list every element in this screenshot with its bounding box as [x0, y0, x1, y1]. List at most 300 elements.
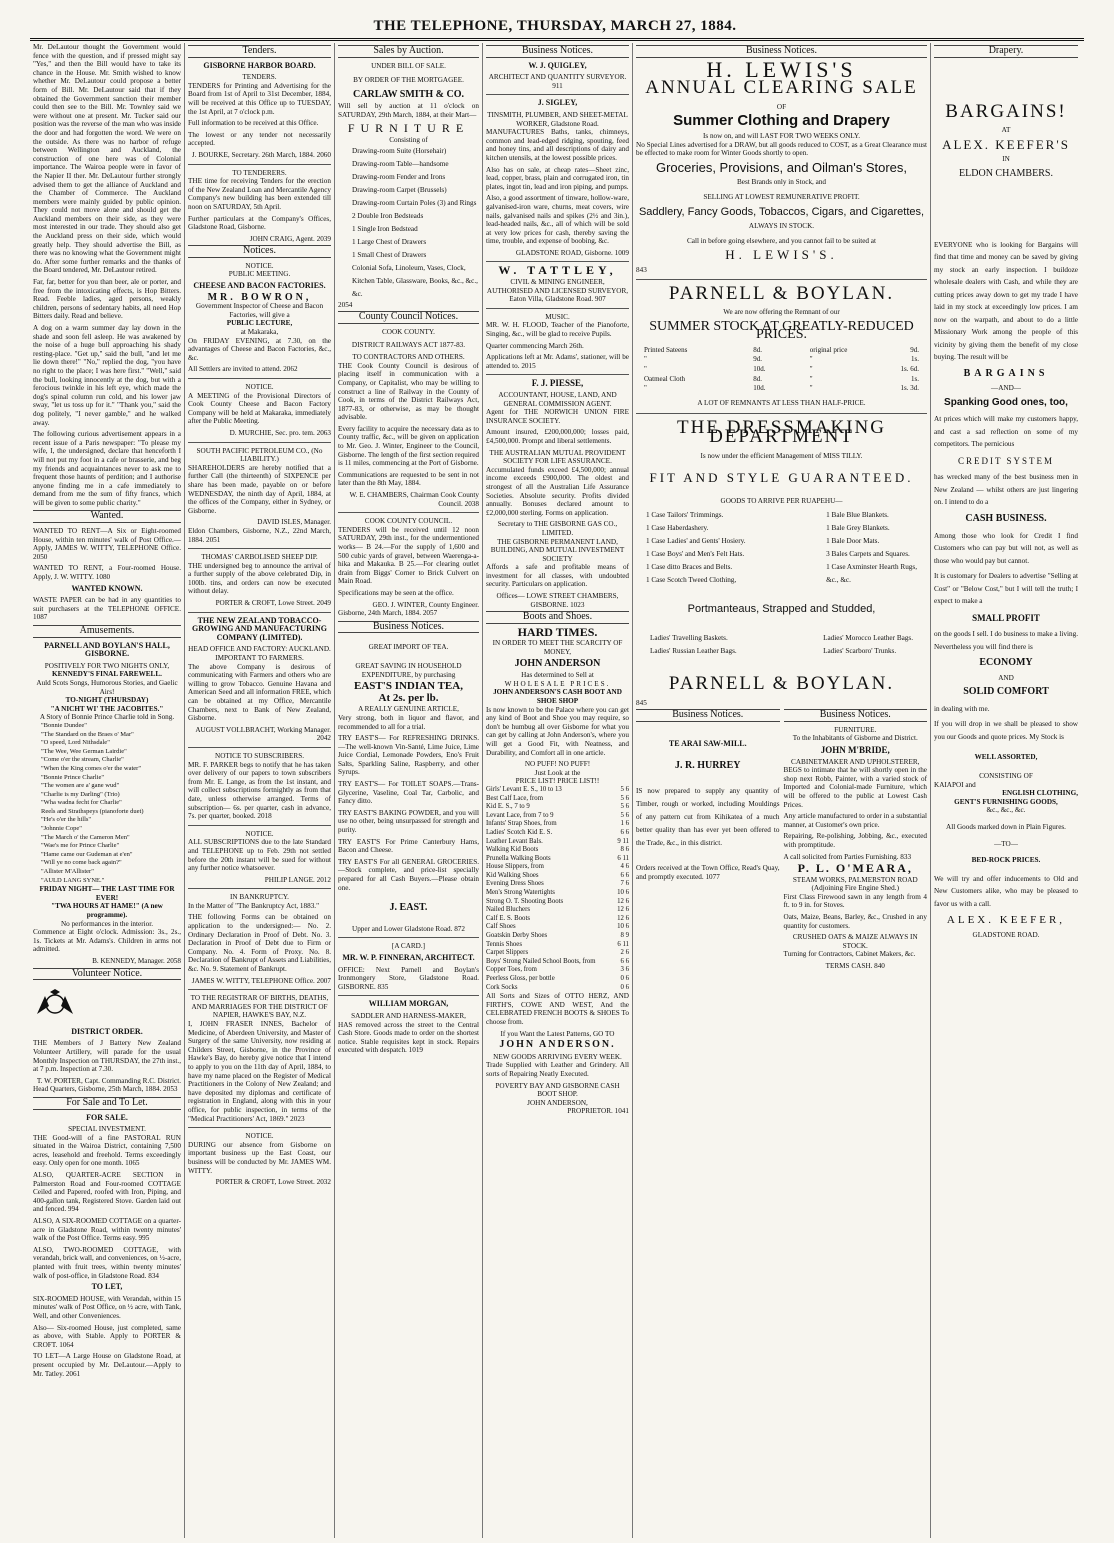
ad-text: Also— Six-roomed House, just completed, same as above, with Stable. Apply to PORTER & CROFT. 1064: [33, 1323, 181, 1349]
ad-heading: J. EAST.: [389, 902, 428, 914]
price-row: [486, 932, 629, 941]
ad-signature: GLADSTONE ROAD, Gisborne. 1009: [515, 248, 629, 257]
ad-text: TRY EAST'S— For TOILET SOAPS.—Trans-Glycerine, Vaseline, Coal Tar, Carbolic, and Fancy ditto.: [338, 780, 479, 806]
ad-heading: SOLID COMFORT: [963, 686, 1049, 698]
song-item: "Hame came our Gudeman at e'en": [41, 850, 133, 858]
ad-line: [A CARD.]: [391, 942, 426, 951]
article-text: Far, far, better for you than beer, ale or porter, and free from the intoxicating effects, is Hop Bitters. Read. Feeble ladies, aged persons, weakly children, persons of sedentary habits, all need Hop Bitters daily. Read and believe.: [33, 278, 181, 321]
ad-line: We are now offering the Remnant of our: [723, 308, 840, 317]
list-item: 1 Large Chest of Drawers: [352, 237, 427, 246]
ad-text: Will sell by auction at 11 o'clock on SATURDAY, 29th March, 1884, at their Mart—: [338, 102, 479, 119]
list-item: 1 Case Haberdashery.: [646, 524, 709, 533]
price-row: [486, 863, 629, 872]
divider: [188, 747, 331, 748]
ad-line: A LOT OF REMNANTS AT LESS THAN HALF-PRICE.: [697, 398, 866, 407]
ad-text: WANTED TO RENT, a Four-roomed House. Apply, J. W. WITTY. 1080: [33, 564, 181, 582]
ad-signature: AUGUST VOLLBRACHT, Working Manager. 2042: [195, 725, 331, 743]
divider: [188, 548, 331, 549]
price-value: 8 6: [620, 846, 629, 854]
song-item: "When the King comes o'er the water": [41, 764, 141, 772]
price-item: Boys' Strong Nailed School Boots, from: [486, 957, 596, 965]
ad-heading: CREDIT SYSTEM: [957, 455, 1055, 466]
divider: [188, 825, 331, 826]
ad-line: Consisting of: [389, 136, 428, 145]
ad-line: Upper and Lower Gladstone Road. 872: [352, 924, 465, 933]
ad-text: At prices which will make my customers happy, and cast a sad reflection on some of my competitors. The pernicious: [934, 415, 1078, 449]
list-item: Ladies' Morocco Leather Bags.: [823, 634, 913, 642]
price-value: 4 6: [620, 863, 629, 871]
masthead-rule: [30, 38, 1084, 41]
ad-signature: PROPRIETOR. 1041: [567, 1107, 629, 1116]
price-row: [486, 855, 629, 864]
article-text: A dog on a warm summer day lay down in the shade and soon fell asleep. He was awakened by the noise of a huge bull approaching his shady resting-place. "Get up," said the bull, "and let me lie down there!" "No," replied the dog, "you have no right to the place; I was here first." "Well," said the bull, looking innocently at the dog, but with a ferocious twinkle in his left eye, which made the dog's spinal column run cold, and his lower jaw sway, "let us toss up for it." "Thank you," said the dog politely, "I never gamble," and he walked away.: [33, 324, 181, 427]
remnant-cell: 8d.: [753, 374, 762, 383]
ad-text: WASTE PAPER can be had in any quantities to suit purchasers at the TELEPHONE OFFICE. 1087: [33, 596, 181, 622]
ad-line: NEW GOODS ARRIVING EVERY WEEK.: [493, 1052, 622, 1061]
ad-text: It is customary for Dealers to advertise "Selling at Cost" or "Below Cost," but I will tell the truth; I expect to make a: [934, 572, 1078, 606]
ad-heading: ALEX. KEEFER,: [946, 914, 1066, 927]
remnant-cell: ": [809, 355, 813, 364]
ad-text: BEGS to intimate that he will shortly open in the shop next Robb, Painter, with a varied stock of Imported and Colonial-made Furniture, which will be offered to the public at Lowest Cash Prices.: [783, 766, 927, 809]
ad-text: I, JOHN FRASER INNES, Bachelor of Medicine, of Aberdeen University, and Master of Surgery of the same University, now residing at Childers Street, Gisborne, in the Province of Hawke's Bay, do hereby give notice that I intend to apply to you on the 11th day of April, 1884, to have my name placed on the Register of Medical Practitioners in the Colony of New Zealand; and have deposited my diplomas and certificate of registration in England, along with this in your office, for public inspection, in terms of the "Medical Practitioners' Act, 1869." 2023: [188, 1020, 331, 1123]
song-item: "AULD LANG SYNE.": [41, 876, 105, 884]
ad-heading: MR. W. P. FINNERAN, ARCHITECT.: [342, 952, 475, 962]
price-row: [486, 949, 629, 958]
price-item: Calf Shoes: [486, 923, 516, 931]
ad-line: Government Inspector of Cheese and Bacon Factories, will give a: [195, 302, 324, 319]
ad-line: NOTICE.: [245, 383, 274, 391]
ad-text: Applications left at Mr. Adams', stationer, will be attended to. 2015: [486, 353, 629, 370]
ad-line: A REALLY GENUINE ARTICLE,: [358, 705, 459, 714]
divider: [338, 995, 479, 996]
list-item: Drawing-room Carpet (Brussels): [352, 185, 447, 194]
price-value: 0 6: [620, 975, 629, 982]
ad-heading: FIT AND STYLE GUARANTEED.: [649, 470, 914, 486]
divider: [188, 612, 331, 613]
ad-line: THE AUSTRALIAN MUTUAL PROVIDENT SOCIETY FOR LIFE ASSURANCE.: [489, 448, 626, 466]
ad-line: KAIAPOI and: [934, 780, 976, 789]
ad-text: IS now prepared to supply any quantity of Timber, rough or worked, including Mouldings of any pattern cut from Kihikatea of a much better quality than has ever yet been offered to the Trade, &c., in this district.: [636, 786, 780, 847]
list-item: Ladies' Russian Leather Bags.: [650, 647, 737, 655]
ad-heading: BARGAINS: [963, 367, 1049, 379]
ad-line: NOTICE.: [245, 829, 274, 838]
song-item: "Come o'er the stream, Charlie": [41, 756, 124, 764]
ad-text: Amount insured, £200,000,000; losses paid, £4,500,000. Prompt and liberal settlements.: [486, 428, 629, 445]
ad-line: THOMAS' CARBOLISED SHEEP DIP.: [201, 553, 318, 562]
saw-mill-notice: [636, 707, 780, 970]
ad-heading: EAST'S INDIAN TEA,: [354, 680, 463, 693]
song-item: "He's o'er the hills": [41, 816, 92, 824]
ad-line: MUSIC.: [545, 312, 570, 321]
ad-line: Just Look at the: [534, 768, 581, 777]
ad-line: KENNEDY'S FINAL FAREWELL.: [52, 670, 162, 679]
price-item: Cork Socks: [486, 983, 518, 991]
ad-line: COOK COUNTY COUNCIL.: [364, 517, 453, 526]
ad-heading: J. R. HURREY: [674, 760, 741, 772]
ad-text: Full information to be received at this Office.: [188, 119, 319, 128]
column-5: [633, 43, 931, 1538]
ad-line: GREAT IMPORT OF TEA.: [368, 643, 449, 652]
ad-line: THE GISBORNE PERMANENT LAND, BUILDING, AND MUTUAL INVESTMENT SOCIETY: [490, 537, 625, 563]
ad-line: SOUTH PACIFIC PETROLEUM CO., (No LIABILITY.): [196, 446, 323, 464]
ad-text: First Class Firewood sawn in any length from 4 ft. to 9 in. for Stoves.: [783, 892, 927, 910]
price-value: 6 11: [617, 854, 629, 862]
divider: [338, 937, 479, 938]
price-value: 12 6: [617, 897, 629, 905]
lewis-heading: H. LEWIS'S: [706, 56, 857, 82]
ad-line: FRIDAY NIGHT— THE LAST TIME FOR EVER!: [39, 885, 175, 902]
column-1: [30, 43, 185, 1538]
ad-text: Oats, Maize, Beans, Barley, &c., Crushed in any quantity for customers.: [783, 913, 927, 930]
remnant-cell: ": [644, 355, 647, 364]
ad-heading: PARNELL AND BOYLAN'S HALL, GISBORNE.: [44, 640, 170, 659]
ad-text: Orders received at the Town Office, Read's Quay, and promptly executed. 1077: [636, 863, 780, 881]
ad-heading: THE DRESSMAKING DEPARTMENT: [677, 417, 886, 448]
price-value: 8 9: [620, 932, 629, 940]
ad-line: UNDER BILL OF SALE.: [371, 61, 446, 70]
song-item: "O speed, Lord Nithsdale": [41, 739, 110, 747]
price-row: [486, 803, 629, 812]
ad-number: 843: [636, 265, 647, 274]
ad-heading: FOR SALE.: [86, 1112, 128, 1122]
ad-line: BY ORDER OF THE MORTGAGEE.: [353, 76, 464, 85]
ad-heading: SMALL PROFIT: [972, 612, 1040, 623]
section-heading-business: Business Notices.: [486, 45, 629, 58]
ad-heading: ELDON CHAMBERS.: [959, 167, 1053, 179]
ad-text: Quarter commencing March 26th.: [486, 341, 584, 350]
ad-line: TINSMITH, PLUMBER, AND SHEET-METAL WORKER, Gladstone Road.: [487, 110, 628, 128]
ad-text: SIX-ROOMED HOUSE, with Verandah, within 15 minutes' walk of Post Office, on ½ acre, with Tank, Well, and other Conveniences.: [33, 1294, 181, 1320]
ad-text: Repairing, Re-polishing, Jobbing, &c., executed with promptitude.: [783, 832, 927, 849]
ad-heading: At 2s. per lb.: [378, 691, 439, 704]
price-item: Evening Dress Shoes: [486, 880, 544, 888]
price-item: Carpet Slippers: [486, 949, 529, 957]
ad-text: on the goods I sell. I do business to make a living. Nevertheless you will find there is: [934, 630, 1078, 651]
price-value: 0 6: [620, 983, 629, 991]
ad-signature: J. BOURKE, Secretary. 26th March, 1884. 2060: [191, 150, 331, 159]
ad-text: If you will drop in we shall be pleased to show you our Goods and quote prices. My Stock is: [934, 720, 1078, 741]
ad-line: ALWAYS IN STOCK.: [748, 222, 815, 231]
remnant-cell: Oatmeal Cloth: [644, 374, 686, 383]
price-value: 5 6: [620, 794, 629, 802]
price-row: [486, 829, 629, 838]
price-item: Walking Kid Boots: [486, 846, 539, 854]
ad-line: CIVIL & MINING ENGINEER,: [510, 278, 605, 287]
song-item: "The Wee, Wee German Lairdie": [41, 747, 127, 755]
ad-text: The above Company is desirous of communicating with Farmers and others who are willing to grow Tobacco. Genuine Havana and American Seed and all information FREE, which can be obtained at my Office, Mercantile Chambers, next to Bank of New Zealand, Gisborne.: [188, 662, 331, 723]
price-list: [486, 786, 629, 992]
ad-text: DURING our absence from Gisborne on important business up the East Coast, our business will be conducted by Mr. JAMES WM. WITTY.: [188, 1140, 331, 1175]
song-item: "Bonnie Prince Charlie": [41, 773, 105, 781]
ad-text: Very strong, both in liquor and flavor, and recommended to all for a trial.: [338, 713, 479, 731]
price-value: 6 6: [620, 828, 629, 836]
ad-line: TO CONTRACTORS AND OTHERS.: [352, 353, 465, 362]
article-text: The following curious advertisement appears in a recent issue of a Paris newspaper: "To please my wife, I, the undersigned, declare that henceforth I will not put my foot in a cafe or brasserie, and beg my friends and acquaintances never to ask me to frequent those haunts of perdition; and I authorise anyone finding me in a cafe immediately to demand from me the sum of fifty francs, which will be given to some public charity.": [33, 430, 181, 507]
divider: [188, 378, 331, 379]
ad-line: Has determined to Sell at: [521, 671, 594, 680]
ad-line: SADDLER AND HARNESS-MAKER,: [351, 1011, 466, 1020]
ad-heading: Portmanteaus, Strapped and Studded,: [687, 603, 876, 616]
ad-line: IMPORTANT TO FARMERS.: [215, 654, 304, 663]
section-heading-auction: Sales by Auction.: [338, 45, 479, 58]
ad-heading: W. J. QUIGLEY,: [528, 60, 587, 70]
price-row: [486, 812, 629, 821]
ad-heading: Groceries, Provisions, and Oilman's Stores,: [655, 159, 908, 175]
section-heading-business: Business Notices.: [338, 621, 479, 634]
price-item: Goatskin Derby Shoes: [486, 932, 548, 940]
song-item: "Will ye no come back again?": [41, 859, 122, 867]
price-item: Tennis Shoes: [486, 940, 522, 948]
section-heading-tenders: Tenders.: [188, 45, 331, 58]
ad-text: HAS removed across the street to the Central Cash Store. Goods made to order on the shortest notice. Stable requisites kept in stock. Repairs executed with despatch. 1019: [338, 1020, 479, 1055]
list-item: 1 Bale Blue Blankets.: [826, 511, 889, 520]
price-row: [486, 923, 629, 932]
ad-line: CONSISTING OF: [979, 772, 1033, 780]
ad-text: The lowest or any tender not necessarily accepted.: [188, 130, 331, 148]
ad-text: No Special Lines advertised for a DRAW, but all goods reduced to COST, as a Great Clearance must be effected to make room for Winter Goods shortly to open.: [636, 140, 927, 158]
price-value: 5 6: [620, 785, 629, 793]
ad-text: Also has on sale, at cheap rates—Sheet zinc, lead, copper, brass, plain and corrugated iron, tin plates, ingot tin, lead and iron piping, and pumps.: [486, 165, 629, 191]
ad-signature: B. KENNEDY, Manager. 2058: [92, 956, 181, 965]
ad-signature: DAVID ISLES, Manager.: [257, 518, 331, 527]
ad-line: ENGLISH CLOTHING,: [1002, 789, 1078, 798]
price-item: Nailed Bluchers: [486, 906, 530, 914]
price-item: Copper Toes, from: [486, 966, 537, 974]
song-item: "Bonnie Dundee": [41, 721, 87, 729]
price-value: 2 6: [620, 949, 629, 957]
ad-line: STEAM WORKS, PALMERSTON ROAD: [792, 875, 918, 884]
ad-number: 2054: [338, 300, 353, 309]
ad-text: Is now known to be the Palace where you can get any kind of Boot and Shoe you may require, so don't be humbug all over Gisborne for what you can get by calling at John Anderson's, where you will get a Good Fit, with Neatness, and Durability, and Comfort all in one article.: [486, 705, 629, 757]
list-item: Drawing-room Fender and Irons: [352, 172, 446, 181]
remnant-cell: ": [644, 384, 647, 393]
ad-signature: JAMES W. WITTY, TELEPHONE Office. 2007: [191, 976, 331, 985]
ad-text: Further particulars at the Company's Offices, Gladstone Road, Gisborne.: [188, 214, 331, 232]
price-row: [486, 984, 629, 993]
ad-signature: GEO. J. WINTER, County Engineer.: [372, 600, 479, 609]
ad-heading: PARNELL & BOYLAN.: [668, 673, 895, 694]
price-value: 6 11: [617, 940, 629, 948]
remnant-table: [644, 346, 919, 393]
remnant-cell: 1s.: [911, 374, 919, 383]
price-item: Leather Levant Bals.: [486, 837, 543, 845]
ad-line: FURNITURE: [347, 120, 470, 135]
ad-line: GLADSTONE ROAD.: [972, 930, 1040, 939]
ad-line: Secretary to THE GISBORNE GAS CO., LIMITED.: [497, 520, 618, 537]
column-3: [335, 43, 483, 1538]
ad-heading: TO LET,: [91, 1282, 123, 1292]
song-list: [33, 722, 181, 885]
ad-line: WHOLESALE PRICES.: [504, 679, 611, 688]
ad-line: NOTICE.: [245, 261, 274, 270]
song-item: "Wha wadna fecht for Charlie": [41, 799, 122, 807]
ad-line: To the Inhabitants of Gisborne and District.: [792, 734, 918, 743]
remnant-cell: 9d.: [753, 355, 762, 364]
ad-text: EVERYONE who is looking for Bargains will find that time and money can be saved by giving my stock an early inspection. I buildoze wholesale dealers with Cash, and while they are cutting prices away down to get my trade I have laid in my stock at exceedingly low prices. I am now on the warpath, and about to do a little Missionary Work among the people of this vicinity by giving them the benefit of my close buying. The result will be: [934, 240, 1078, 362]
ad-line: TO TENDERERS.: [232, 168, 287, 177]
ad-heading: WANTED KNOWN.: [71, 583, 143, 593]
ad-text: TENDERS will be received until 12 noon SATURDAY, 29th inst., for the undermentioned works— B 24.—For the supply of 1,600 and 500 cubic yards of gravel, between Waerenga-a-hika and Makauka. B 25.—For clearing outlet drain from Biggs' Corner to Brick Culvert on Main Road.: [338, 525, 479, 586]
price-value: 10 6: [617, 889, 629, 897]
list-item: 1 Bale Door Mats.: [826, 537, 880, 546]
ad-heading: PARNELL & BOYLAN.: [668, 282, 895, 304]
ad-text: Trade Supplied with Leather and Grindery. All sorts of Repairing Neatly Executed.: [486, 1061, 629, 1078]
section-heading-notices: Notices.: [188, 245, 331, 258]
ad-heading: Summer Clothing and Drapery: [673, 112, 890, 130]
ad-text: Affords a safe and profitable means of investment for all classes, with undoubted security. Particulars on application.: [486, 563, 629, 589]
ad-text: WANTED TO RENT—A Six or Eight-roomed House, within ten minutes' walk of Post Office.—Apply, JAMES W. WITTY, TELEPHONE Office. 2050: [33, 527, 181, 561]
ad-line: (Adjoining Fire Engine Shed.): [811, 884, 899, 893]
ad-line: OF: [776, 102, 787, 111]
list-item: Ladies' Travelling Baskets.: [650, 634, 728, 642]
remnant-cell: 9d.: [910, 345, 919, 354]
section-heading-volunteer: Volunteer Notice.: [33, 968, 181, 981]
ad-line: "A NICHT WI' THE JACOBITES.": [50, 704, 164, 713]
section-heading-business: Business Notices.: [784, 709, 928, 722]
price-item: Calf E. S. Boots: [486, 914, 530, 922]
list-item: 1 Case Tailors' Trimmings.: [646, 511, 724, 520]
ad-heading: Saddlery, Fancy Goods, Tobaccos, Cigars, and Cigarettes,: [638, 205, 925, 218]
ad-line: IN: [1002, 155, 1010, 164]
ad-text: Agent for THE NORWICH UNION FIRE INSURANCE SOCIETY.: [486, 408, 629, 425]
ad-line: WELL ASSORTED,: [974, 753, 1038, 762]
remnant-cell: Printed Sateens: [644, 345, 688, 354]
bottom-notices: [636, 707, 927, 970]
remnant-cell: 8d.: [753, 345, 762, 354]
ad-heading: Spanking Good ones, too,: [944, 396, 1068, 408]
divider: [486, 94, 629, 95]
ad-text: ALSO, QUARTER-ACRE SECTION in Palmerston Road and Four-roomed COTTAGE Ceiled and Papered, roofed with Iron, Piping, and 400-gallon tank, Registered Stove. Garden laid out and fenced. 994: [33, 1171, 181, 1214]
ad-line: &c., &c., &c.: [986, 806, 1026, 815]
ad-line: CABINETMAKER AND UPHOLSTERER,: [791, 757, 920, 766]
ad-heading: HARD TIMES.: [517, 624, 598, 639]
remnant-cell: 1s. 3d.: [900, 384, 919, 393]
ad-text: THE Good-will of a fine PASTORAL RUN situated in the Wairoa District, containing 7,500 acres, leasehold and freehold. Terms exceedingly easy. Only open for one month. 1065: [33, 1133, 181, 1168]
price-row: [486, 872, 629, 881]
price-row: [486, 846, 629, 855]
price-value: 10 6: [617, 923, 629, 931]
list-item: Drawing-room Suite (Horsehair): [352, 146, 447, 155]
ad-text: THE Cook County Council is desirous of placing itself in communication with a Company, or Capitalist, who may be willing to construct a line of Railway in the County of Cook, in terms of the District Railways Act, 1877-83, or otherwise, as may be thought advisable.: [338, 361, 479, 422]
divider: [188, 989, 331, 990]
ad-line: POVERTY BAY AND GISBORNE CASH BOOT SHOP.: [495, 1081, 620, 1099]
ad-signature: D. MURCHIE, Sec. pro. tem. 2063: [229, 428, 331, 437]
list-item: 1 Case Axminster Hearth Rugs,: [826, 563, 917, 572]
list-item: 1 Case Ladies' and Gents' Hosiery.: [646, 537, 746, 546]
section-heading-county: County Council Notices.: [338, 311, 479, 324]
list-item: 1 Case Scotch Tweed Clothing,: [646, 576, 737, 585]
ad-line: MR. BOWRON,: [207, 291, 312, 303]
ad-line: DISTRICT RAILWAYS ACT 1877-83.: [351, 340, 466, 349]
list-item: Drawing-room Curtain Poles (3) and Rings: [352, 198, 477, 207]
bags-left-list: [650, 632, 737, 658]
song-item: "The Standard on the Braes o' Mar": [41, 730, 134, 738]
price-item: Prunella Walking Boots: [486, 854, 551, 862]
divider: [636, 413, 927, 414]
divider: [188, 888, 331, 889]
royal-crest-icon: [33, 988, 77, 1018]
ad-line: JOHN ANDERSON,: [527, 1098, 588, 1107]
ad-line: Is now under the efficient Management of MISS TILLY.: [700, 451, 863, 460]
ad-line: IN ORDER TO MEET THE SCARCITY OF MONEY,: [492, 639, 623, 657]
ad-line: —TO—: [994, 839, 1018, 848]
price-row: [486, 795, 629, 804]
ad-text: Any article manufactured to order in a substantial manner, at Customer's own price.: [783, 812, 927, 829]
price-row: [486, 820, 629, 829]
ad-text: In the Matter of "The Bankruptcy Act, 1883.": [188, 901, 320, 910]
price-item: Infants' Strap Shoes, from: [486, 820, 557, 828]
price-value: 6 6: [620, 957, 629, 965]
song-item: "The women are a' gane wud": [41, 782, 120, 790]
ad-line: FURNITURE.: [834, 725, 877, 734]
ad-line: TO-NIGHT (THURSDAY): [65, 696, 149, 705]
price-row: [486, 786, 629, 795]
ad-line: SELLING AT LOWEST REMUNERATIVE PROFIT.: [703, 192, 860, 201]
ad-heading: DISTRICT ORDER.: [71, 1026, 143, 1036]
ad-line: BED-ROCK PRICES.: [971, 856, 1041, 865]
price-item: Men's Strong Watertights: [486, 889, 555, 897]
section-heading-business: Business Notices.: [636, 45, 927, 58]
ad-line: GREAT SAVING IN HOUSEHOLD EXPENDITURE, by purchasing: [355, 661, 462, 679]
ad-signature: T. W. PORTER, Capt. Commanding R.C. District.: [36, 1076, 181, 1085]
ad-heading: TE ARAI SAW-MILL.: [668, 738, 747, 748]
song-item: Reels and Strathspeys (pianoforte duet): [41, 807, 144, 815]
ad-heading: ALEX. KEEFER'S: [942, 136, 1070, 152]
ad-text: THE Members of J Battery New Zealand Volunteer Artillery, will parade for the usual Monthly Inspection on THURSDAY, the 27th inst., at 7 p.m. Inspection at 7.30.: [33, 1039, 181, 1074]
ad-text: Gisborne, 24th March, 1884. 2057: [338, 609, 438, 618]
list-item: &c., &c.: [826, 576, 851, 585]
list-item: 1 Case ditto Braces and Belts.: [646, 563, 733, 572]
column-4: [483, 43, 633, 1538]
price-row: [486, 975, 629, 984]
section-heading-sale: For Sale and To Let.: [33, 1097, 181, 1110]
price-item: Levant Lace, from 7 to 9: [486, 811, 554, 819]
list-item: Drawing-room Table—handsome: [352, 159, 449, 168]
ad-line: SPECIAL INVESTMENT.: [68, 1125, 146, 1134]
list-item: 3 Bales Carpets and Squares.: [826, 550, 910, 559]
ad-text: Turning for Contractors, Cabinet Makers, &c.: [783, 950, 916, 959]
ad-line: AUTHORISED AND LICENSED SURVEYOR,: [486, 286, 629, 295]
price-row: [486, 966, 629, 975]
price-item: Best Calf Lace, from: [486, 794, 543, 802]
ad-text: Also, a good assortment of tinware, hollow-ware, galvanised-iron ware, churns, meat covers, wire nails, galvanised nails and spikes (2½ and 3in.), lead-headed nails, &c., all of which will be sold at very low prices for cash, thereby saving the time, trouble, and expense of boobing, &c.: [486, 194, 629, 246]
ad-heading: P. L. O'MEARA,: [797, 861, 913, 876]
song-item: "Wae's me for Prince Charlie": [41, 842, 120, 850]
song-item: "Johnnie Cope": [41, 825, 82, 833]
section-heading-boots: Boots and Shoes.: [486, 611, 629, 624]
ad-heading: JOHN M'BRIDE,: [820, 744, 890, 755]
ad-heading: SUMMER STOCK AT GREATLY-REDUCED PRICES.: [649, 318, 914, 343]
ad-line: TERMS CASH. 840: [825, 962, 885, 971]
ad-line: Eaton Villa, Gladstone Road. 907: [509, 295, 606, 304]
song-item: "Allister M'Allister": [41, 868, 94, 876]
ad-line: Auld Scots Songs, Humorous Stories, and Gaelic Airs!: [36, 678, 178, 696]
price-row: [486, 880, 629, 889]
ad-text: THE undersigned beg to announce the arrival of a further supply of the above celebrated Dip, in 100lb. tins, and orders can now be executed without delay.: [188, 561, 331, 596]
price-value: 3 6: [620, 966, 629, 974]
list-item: 2 Double Iron Bedsteads: [352, 211, 424, 220]
ad-line: NOTICE.: [245, 1132, 274, 1141]
price-item: Strong O. T. Shooting Boots: [486, 897, 564, 905]
ad-text: OFFICE: Next Parnell and Boylan's Ironmongery Store, Gladstone Road. GISBORNE. 835: [338, 965, 479, 991]
ad-heading: J. SIGLEY,: [537, 98, 578, 108]
furniture-list: [338, 145, 479, 301]
ad-signature: JOHN CRAIG, Agent. 2039: [249, 234, 331, 243]
ad-line: Call in before going elsewhere, and you cannot fail to be suited at: [686, 236, 876, 245]
bags-right-list: [823, 632, 913, 658]
ad-text: All Settlers are invited to attend. 2062: [188, 365, 298, 374]
ad-text: Commence at Eight o'clock. Admission: 3s., 2s., 1s. Tickets at Mr. Adams's. Children in arms not admitted.: [33, 928, 181, 954]
